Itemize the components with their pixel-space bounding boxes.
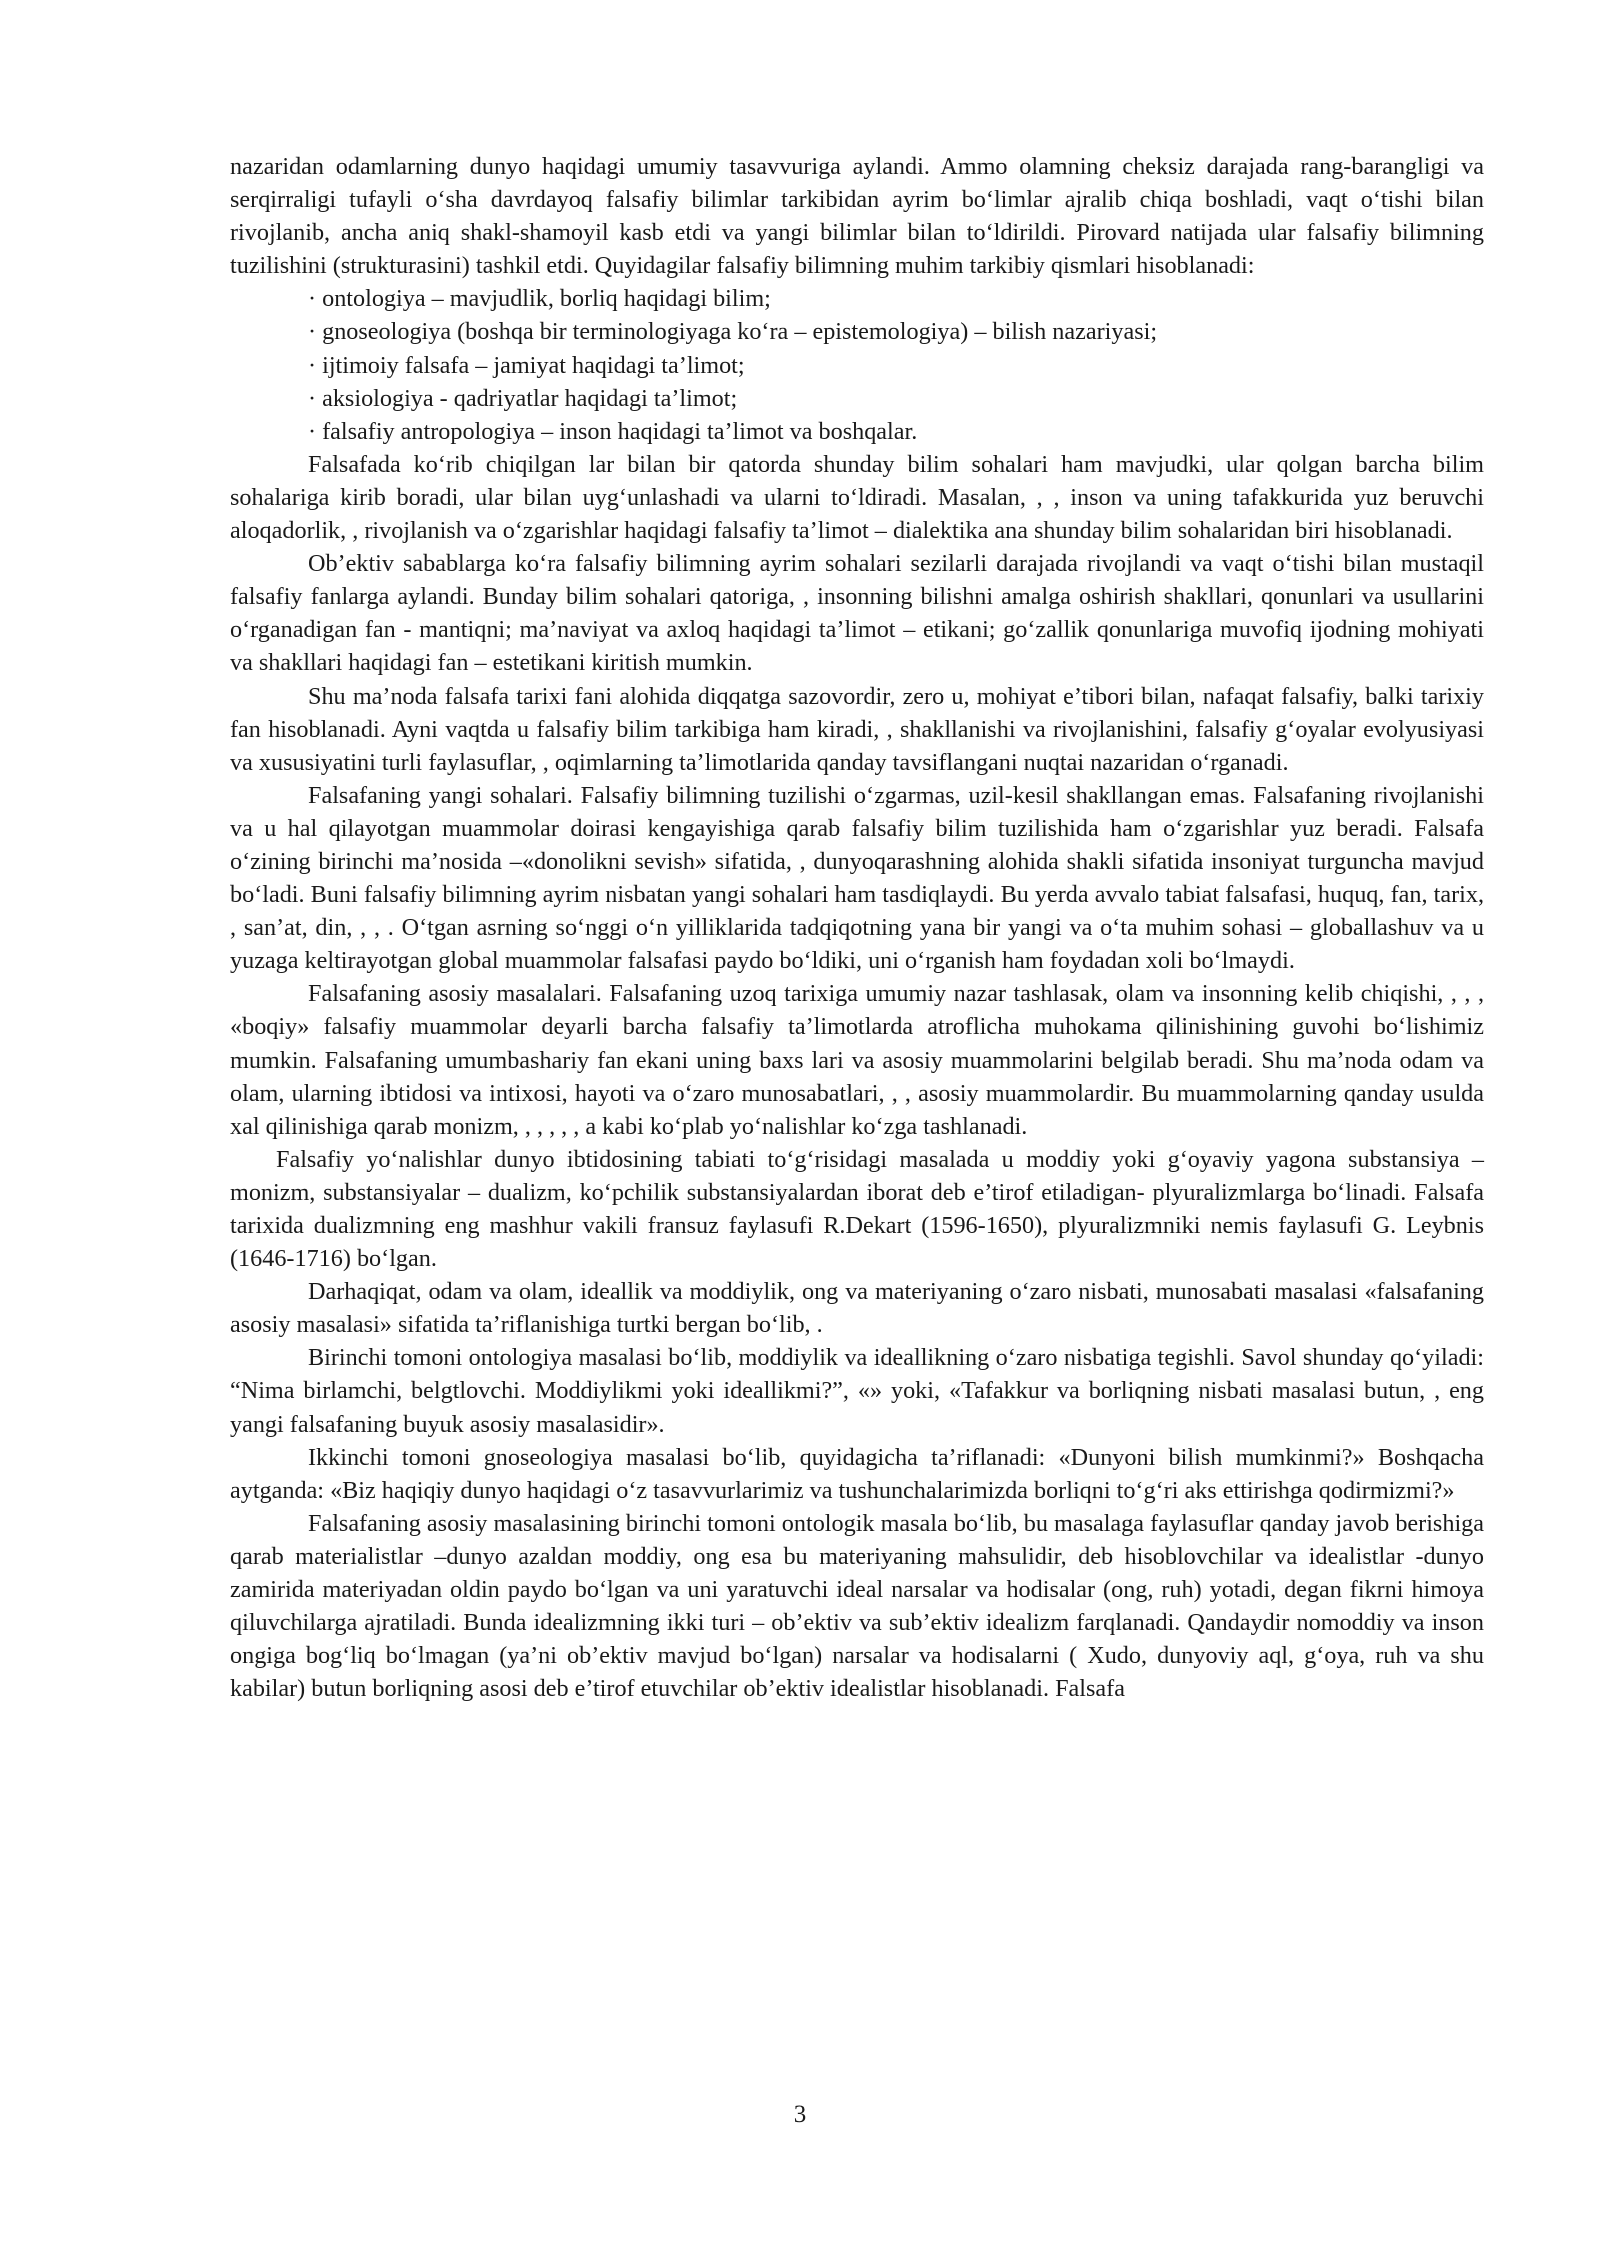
paragraph-main-questions: Falsafaning asosiy masalalari. Falsafaning uzoq tarixiga umumiy nazar tashlasak, olam va insonning kelib chiqishi, , , , «boqiy» falsafiy muammolar deyarli barcha falsafiy ta’limotlarda atroflicha muhokama qilinishining guvohi bo‘lishimiz mumkin. Falsafaning umumbashariy fan ekani uning baxs lari va asosiy muammolarini belgilab beradi. Shu ma’noda odam va olam, ularning ibtidosi va intixosi, hayoti va o‘zaro munosabatlari, , , asosiy muammolardir. Bu muammolarning qanday usulda xal qilinishiga qarab monizm, , , , , , a kabi ko‘plab yo‘nalishlar ko‘zga tashlanadi. <box>230 980 1484 1140</box>
list-item: · ontologiya – mavjudlik, borliq haqidagi bilim; <box>308 285 771 313</box>
paragraph-materialism-idealism: Falsafaning asosiy masalasining birinchi tomoni ontologik masala bo‘lib, bu masalaga faylasuflar qanday javob berishiga qarab materialistlar –dunyo azaldan moddiy, ong esa bu materiyaning mahsulidir, deb hisoblovchilar va idealistlar -dunyo zamirida materiyadan oldin paydo bo‘lgan va uni yaratuvchi ideal narsalar va hodisalar (ong, ruh) yotadi, degan fikrni himoya qiluvchilarga ajratiladi. Bunda idealizmning ikki turi – ob’ektiv va sub’ektiv idealizm farqlanadi. Qandaydir nomoddiy va inson ongiga bog‘liq bo‘lmagan (ya’ni ob’ektiv mavjud bo‘lgan) narsalar va hodisalarni ( Xudo, dunyoviy aql, g‘oya, ruh va shu kabilar) butun borliqning asosi deb e’tirof etuvchilar ob’ektiv idealistlar hisoblanadi. Falsafa <box>230 1509 1484 1703</box>
paragraph-new-fields: Falsafaning yangi sohalari. Falsafiy bilimning tuzilishi o‘zgarmas, uzil-kesil shakllangan emas. Falsafaning rivojlanishi va u hal qilayotgan muammolar doirasi kengayishiga qarab falsafiy bilim tuzilishida ham o‘zgarishlar yuz beradi. Falsafa o‘zining birinchi ma’nosida –«donolikni sevish» sifatida, , dunyoqarashning alohida shakli sifatida insoniyat turguncha mavjud bo‘ladi. Buni falsafiy bilimning ayrim nisbatan yangi sohalari ham tasdiqlaydi. Bu yerda avvalo tabiat falsafasi, huquq, fan, tarix, , san’at, din, , , . O‘tgan asrning so‘nggi o‘n yilliklarida tadqiqotning yana bir yangi va o‘ta muhim sohasi – globallashuv va u yuzaga keltirayotgan global muammolar falsafasi paydo bo‘ldiki, uni o‘rganish ham foydadan xoli bo‘lmaydi. <box>230 781 1484 975</box>
page-body <box>230 150 1484 1705</box>
list-item: · aksiologiya - qadriyatlar haqidagi ta’limot; <box>308 384 738 412</box>
page-number: 3 <box>793 2101 807 2128</box>
list-item: · ijtimoiy falsafa – jamiyat haqidagi ta’limot; <box>308 351 745 379</box>
components-list <box>230 282 1484 447</box>
paragraph-philosophical-disciplines: Ob’ektiv sabablarga ko‘ra falsafiy bilimning ayrim sohalari sezilarli darajada rivojlandi va vaqt o‘tishi bilan mustaqil falsafiy fanlarga aylandi. Bunday bilim sohalari qatoriga, , insonning bilishni amalga oshirish shakllari, qonunlari va usullarini o‘rganadigan fan - mantiqni; ma’naviyat va axloq haqidagi ta’limot – etikani; go‘zallik qonunlariga muvofiq ijodning mohiyati va shakllari haqidagi fan – estetikani kiritish mumkin. <box>230 550 1484 677</box>
paragraph-dialectics: Falsafada ko‘rib chiqilgan lar bilan bir qatorda shunday bilim sohalari ham mavjudki, ular qolgan barcha bilim sohalariga kirib boradi, ular bilan uyg‘unlashadi va ularni to‘ldiradi. Masalan, , , inson va uning tafakkurida yuz beruvchi aloqadorlik, , rivojlanish va o‘zgarishlar haqidagi falsafiy ta’limot – dialektika ana shunday bilim sohalaridan biri hisoblanadi. <box>230 450 1484 545</box>
list-item: · falsafiy antropologiya – inson haqidagi ta’limot va boshqalar. <box>308 417 918 445</box>
paragraph-second-side: Ikkinchi tomoni gnoseologiya masalasi bo‘lib, quyidagicha ta’riflanadi: «Dunyoni bilish mumkinmi?» Boshqacha aytganda: «Biz haqiqiy dunyo haqidagi o‘z tasavvurlarimiz va tushunchalarimizda borliqni to‘g‘ri aks ettirishga qodirmizmi?» <box>230 1443 1484 1504</box>
paragraph-directions: Falsafiy yo‘nalishlar dunyo ibtidosining tabiati to‘g‘risidagi masalada u moddiy yoki g‘oyaviy yagona substansiya – monizm, substansiyalar – dualizm, ko‘pchilik substansiyalardan iborat deb e’tirof etiladigan- plyuralizmlarga bo‘linadi. Falsafa tarixida dualizmning eng mashhur vakili fransuz faylasufi R.Dekart (1596-1650), plyuralizmniki nemis faylasufi G. Leybnis (1646-1716) bo‘lgan. <box>230 1145 1484 1273</box>
paragraph-first-side: Birinchi tomoni ontologiya masalasi bo‘lib, moddiylik va ideallikning o‘zaro nisbatiga tegishli. Savol shunday qo‘yiladi: “Nima birlamchi, belgtlovchi. Moddiylikmi yoki ideallikmi?”, «» yoki, «Tafakkur va borliqning nisbati masalasi butun, , eng yangi falsafaning buyuk asosiy masalasidir». <box>230 1344 1484 1438</box>
paragraph-history-of-philosophy: Shu ma’noda falsafa tarixi fani alohida diqqatga sazovordir, zero u, mohiyat e’tibori bilan, nafaqat falsafiy, balki tarixiy fan hisoblanadi. Ayni vaqtda u falsafiy bilim tarkibiga ham kiradi, , shakllanishi va rivojlanishini, falsafiy g‘oyalar evolyusiyasi va xususiyatini turli faylasuflar, , oqimlarning ta’limotlarida qanday tavsiflangani nuqtai nazaridan o‘rganadi. <box>230 682 1484 776</box>
paragraph-main-question: Darhaqiqat, odam va olam, ideallik va moddiylik, ong va materiyaning o‘zaro nisbati, munosabati masalasi «falsafaning asosiy masalasi» sifatida ta’riflanishiga turtki bergan bo‘lib, . <box>230 1278 1484 1339</box>
paragraph-intro: nazaridan odamlarning dunyo haqidagi umumiy tasavvuriga aylandi. Ammo olamning cheksiz darajada rang-barangligi va serqirraligi tufayli o‘sha davrdayoq falsafiy bilimlar tarkibidan ayrim bo‘limlar ajralib chiqa boshladi, vaqt o‘tishi bilan rivojlanib, ancha aniq shakl-shamoyil kasb etdi va yangi bilimlar bilan to‘ldirildi. Pirovard natijada ular falsafiy bilimning tuzilishini (strukturasini) tashkil etdi. Quyidagilar falsafiy bilimning muhim tarkibiy qismlari hisoblanadi: <box>230 153 1484 280</box>
list-item: · gnoseologiya (boshqa bir terminologiyaga ko‘ra – epistemologiya) – bilish nazariyasi; <box>308 318 1158 346</box>
